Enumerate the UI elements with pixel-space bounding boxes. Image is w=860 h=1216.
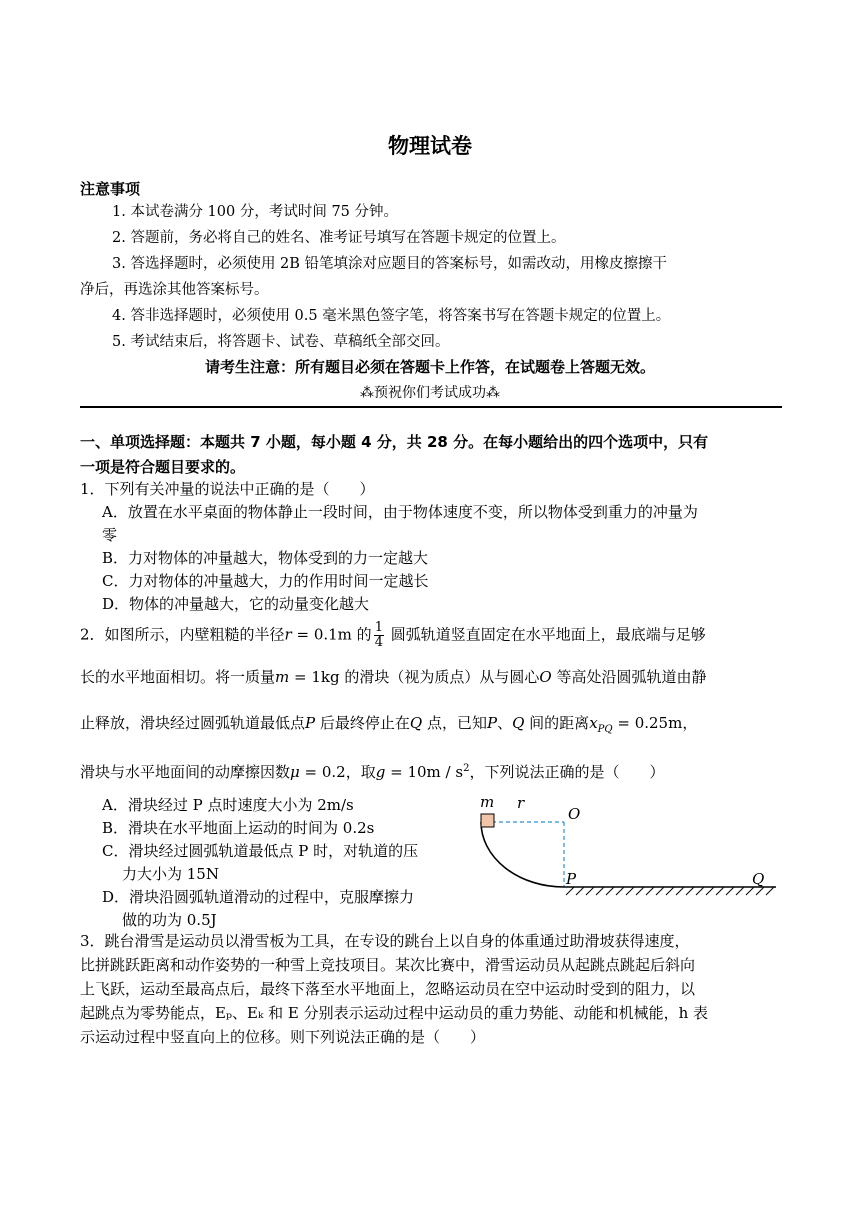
section1-heading-line2: 一项是符合题目要求的。 [80, 458, 246, 476]
q2-option-b: B．滑块在水平地面上运动的时间为 0.2s [102, 819, 375, 837]
q2-text: 长的水平地面相切。将一质量 [80, 668, 276, 686]
q1-option-b: B．力对物体的冲量越大，物体受到的力一定越大 [102, 549, 429, 567]
q2-text: 间的距离 [524, 714, 590, 732]
q2-option-a: A．滑块经过 P 点时速度大小为 2m/s [102, 796, 354, 814]
quarter-arc-track-diagram [476, 792, 786, 902]
q2-var-x: x [589, 714, 598, 732]
notice-heading: 注意事项 [80, 180, 141, 198]
q2-text: 点，已知 [422, 714, 487, 732]
q2-text: = 0.2 [299, 763, 346, 781]
q2-var-mu: μ [290, 763, 300, 781]
fraction-denominator: 4 [374, 635, 383, 650]
q2-text: ，取 [345, 763, 376, 781]
q2-subscript-pq: PQ [597, 724, 613, 735]
q2-text: = 1kg [289, 668, 340, 686]
q2-text: 的 [351, 625, 372, 644]
q3-stem-line3: 上飞跃，运动至最高点后，最终下落至水平地面上，忽略运动员在空中运动时受到的阻力，以 [80, 980, 696, 998]
notice-item-4: 4. 答非选择题时，必须使用 0.5 毫米黑色签字笔，将答案书写在答题卡规定的位置上。 [112, 308, 671, 324]
q2-var-Q: Q [409, 714, 423, 732]
q2-text: 的滑块（视为质点）从与圆心 [339, 668, 540, 686]
q2-var-r: r [284, 625, 292, 644]
q2-option-c: C．滑块经过圆弧轨道最低点 P 时，对轨道的压 [102, 842, 419, 860]
notice-item-3-cont: 净后，再选涂其他答案标号。 [80, 282, 269, 298]
q2-text: = 0.1m [291, 625, 352, 644]
q2-text: = 10m / s [385, 763, 464, 781]
q3-stem-line5: 示运动过程中竖直向上的位移。则下列说法正确的是（ ） [80, 1028, 486, 1046]
q2-var-Q: Q [512, 714, 525, 732]
notice-item-5: 5. 考试结束后，将答题卡、试卷、草稿纸全部交回。 [112, 334, 450, 350]
q1-option-a: A．放置在水平桌面的物体静止一段时间，由于物体速度不变，所以物体受到重力的冲量为 [102, 503, 698, 521]
ground-hatching [566, 887, 774, 895]
q2-stem-line1 [80, 621, 782, 650]
notice-item-3: 3. 答选择题时，必须使用 2B 铅笔填涂对应题目的答案标号，如需改动，用橡皮擦擦干 [112, 256, 668, 272]
q3-stem-line1: 3．跳台滑雪是运动员以滑雪板为工具，在专设的跳台上以自身的体重通过助滑坡获得速度， [80, 932, 690, 950]
q2-superscript-2: 2 [463, 763, 470, 774]
q2-stem-line3 [80, 711, 782, 742]
q2-text: 2．如图所示，内壁粗糙的半径 [80, 625, 285, 644]
label-P: P [566, 870, 577, 888]
arc-track [481, 822, 564, 887]
q2-text: 滑块与水平地面间的动摩擦因数 [80, 763, 291, 781]
section1-heading-line1: 一、单项选择题：本题共 7 小题，每小题 4 分，共 28 分。在每小题给出的四个选项中，只有 [80, 433, 709, 451]
q2-text: 止释放，滑块经过圆弧轨道最低点 [80, 714, 306, 732]
q2-text: 、 [497, 714, 513, 732]
q2-var-P: P [486, 714, 498, 732]
label-Q: Q [752, 870, 765, 888]
notice-wish: ⁂预祝你们考试成功⁂ [360, 385, 500, 401]
q2-fraction [374, 621, 384, 650]
q1-option-a-cont: 零 [102, 526, 118, 544]
q2-option-d-cont: 做的功为 0.5J [122, 911, 217, 929]
divider [80, 406, 782, 408]
q2-var-P: P [305, 714, 316, 732]
fraction-numerator: 1 [374, 620, 383, 635]
q2-text: ，下列说法正确的是（ ） [469, 763, 665, 781]
q2-option-c-cont: 力大小为 15N [122, 865, 219, 883]
q2-var-m: m [275, 668, 290, 686]
q2-text: 等高处沿圆弧轨道由静 [551, 668, 707, 686]
label-m: m [480, 793, 495, 811]
q3-stem-line2: 比拼跳跃距离和动作姿势的一种雪上竞技项目。某次比赛中，滑雪运动员从起跳点跳起后斜向 [80, 956, 696, 974]
q2-stem-line4 [80, 757, 782, 784]
label-r: r [517, 794, 525, 812]
q2-stem-line2 [80, 665, 782, 689]
page-title: 物理试卷 [388, 134, 472, 158]
q1-option-d: D．物体的冲量越大，它的动量变化越大 [102, 595, 370, 613]
q2-var-g: g [375, 763, 386, 781]
notice-item-2: 2. 答题前，务必将自己的姓名、准考证号填写在答题卡规定的位置上。 [112, 230, 566, 246]
q2-text: 圆弧轨道竖直固定在水平地面上，最底端与足够 [385, 625, 706, 644]
q2-text: 后最终停止在 [315, 714, 410, 732]
q3-stem-line4: 起跳点为零势能点，Eₚ、Eₖ 和 E 分别表示运动过程中运动员的重力势能、动能和机械能，h 表 [80, 1004, 709, 1022]
notice-item-1: 1. 本试卷满分 100 分，考试时间 75 分钟。 [112, 204, 399, 220]
notice-warning: 请考生注意：所有题目必须在答题卡上作答，在试题卷上答题无效。 [204, 358, 655, 376]
q2-text: = 0.25m， [612, 714, 698, 732]
q1-option-c: C．力对物体的冲量越大，力的作用时间一定越长 [102, 572, 429, 590]
q1-stem: 1．下列有关冲量的说法中正确的是（ ） [80, 480, 375, 498]
q2-option-d: D．滑块沿圆弧轨道滑动的过程中，克服摩擦力 [102, 888, 415, 906]
slider-block [481, 814, 494, 827]
label-O: O [568, 805, 581, 823]
q2-var-O: O [539, 668, 552, 686]
